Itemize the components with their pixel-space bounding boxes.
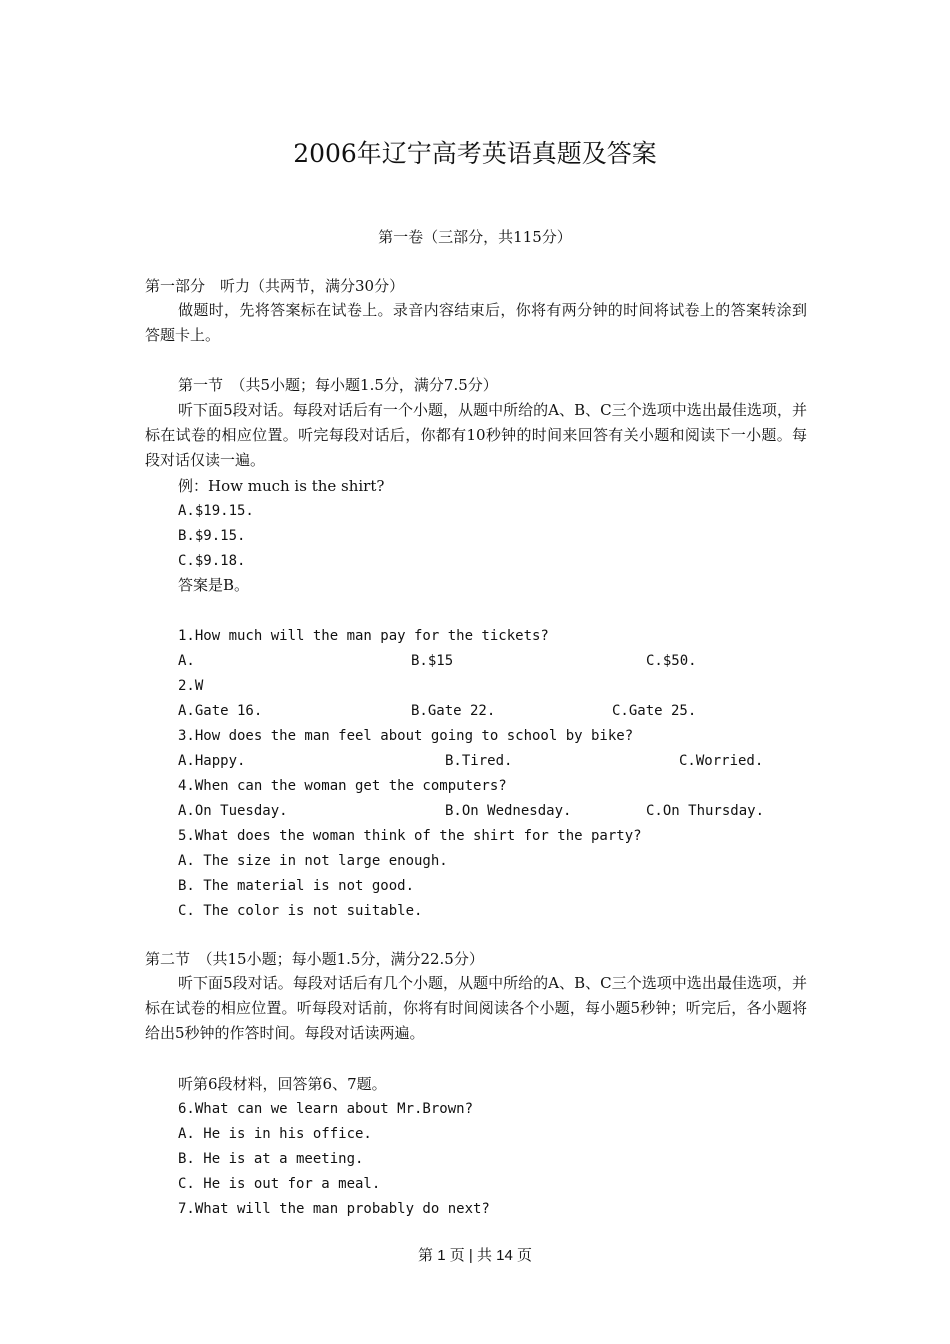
example-question-text: 例：How much is the shirt? <box>178 477 385 495</box>
q1-option-b: B.$15 <box>411 653 454 669</box>
q3-option-b: B.Tired. <box>445 753 513 769</box>
example-option-a: A.$19.15. <box>178 503 254 519</box>
q2-option-c: C.Gate 25. <box>612 703 697 719</box>
q3-option-c: C.Worried. <box>679 753 764 769</box>
q6-option-a: A. He is in his office. <box>178 1126 372 1142</box>
q5-option-a: A. The size in not large enough. <box>178 853 448 869</box>
q4-option-b: B.On Wednesday. <box>445 803 572 819</box>
q2-option-b: B.Gate 22. <box>411 703 496 719</box>
q6-option-b: B. He is at a meeting. <box>178 1151 364 1167</box>
question-3: 3.How does the man feel about going to school by bike? <box>178 728 634 744</box>
q3-option-a: A.Happy. <box>178 753 246 769</box>
q4-option-a: A.On Tuesday. <box>178 803 288 819</box>
section1-heading: 第一节 （共5小题；每小题1.5分，满分7.5分） <box>178 376 498 394</box>
question-1: 1.How much will the man pay for the tickets? <box>178 628 549 644</box>
section1-instructions: 听下面5段对话。每段对话后有一个小题，从题中所给的A、B、C三个选项中选出最佳选项，并标在试卷的相应位置。听完每段对话后，你都有10秒钟的时间来回答有关小题和阅读下一小题。每段对话仅读一遍。 <box>145 401 807 469</box>
q1-option-a: A. <box>178 653 195 669</box>
question-5: 5.What does the woman think of the shirt for the party? <box>178 828 642 844</box>
q2-option-a: A.Gate 16. <box>178 703 263 719</box>
q6-option-c: C. He is out for a meal. <box>178 1176 381 1192</box>
question-4: 4.When can the woman get the computers? <box>178 778 507 794</box>
question-7: 7.What will the man probably do next? <box>178 1201 490 1217</box>
q5-option-c: C. The color is not suitable. <box>178 903 423 919</box>
page-title: 2006年辽宁高考英语真题及答案 <box>293 139 657 168</box>
volume-heading: 第一卷（三部分，共115分） <box>378 228 572 246</box>
q4-option-c: C.On Thursday. <box>646 803 765 819</box>
example-question <box>178 476 384 496</box>
example-option-c: C.$9.18. <box>178 553 246 569</box>
page-footer: 第 1 页 | 共 14 页 <box>418 1247 532 1264</box>
question-6: 6.What can we learn about Mr.Brown? <box>178 1101 474 1117</box>
part1-heading: 第一部分 听力（共两节，满分30分） <box>145 277 405 295</box>
q5-option-b: B. The material is not good. <box>178 878 415 894</box>
q1-option-c: C.$50. <box>646 653 697 669</box>
material-6-heading: 听第6段材料，回答第6、7题。 <box>178 1075 387 1093</box>
example-option-b: B.$9.15. <box>178 528 246 544</box>
part1-instructions: 做题时，先将答案标在试卷上。录音内容结束后，你将有两分钟的时间将试卷上的答案转涂到答题卡上。 <box>145 301 807 344</box>
section2-instructions: 听下面5段对话。每段对话后有几个小题，从题中所给的A、B、C三个选项中选出最佳选项，并标在试卷的相应位置。听每段对话前，你将有时间阅读各个小题，每小题5秒钟；听完后，各小题将给出5秒钟的作答时间。每段对话读两遍。 <box>145 974 807 1042</box>
example-answer: 答案是B。 <box>178 576 250 594</box>
section2-heading: 第二节 （共15小题；每小题1.5分，满分22.5分） <box>145 950 484 968</box>
question-2: 2.W <box>178 678 204 694</box>
